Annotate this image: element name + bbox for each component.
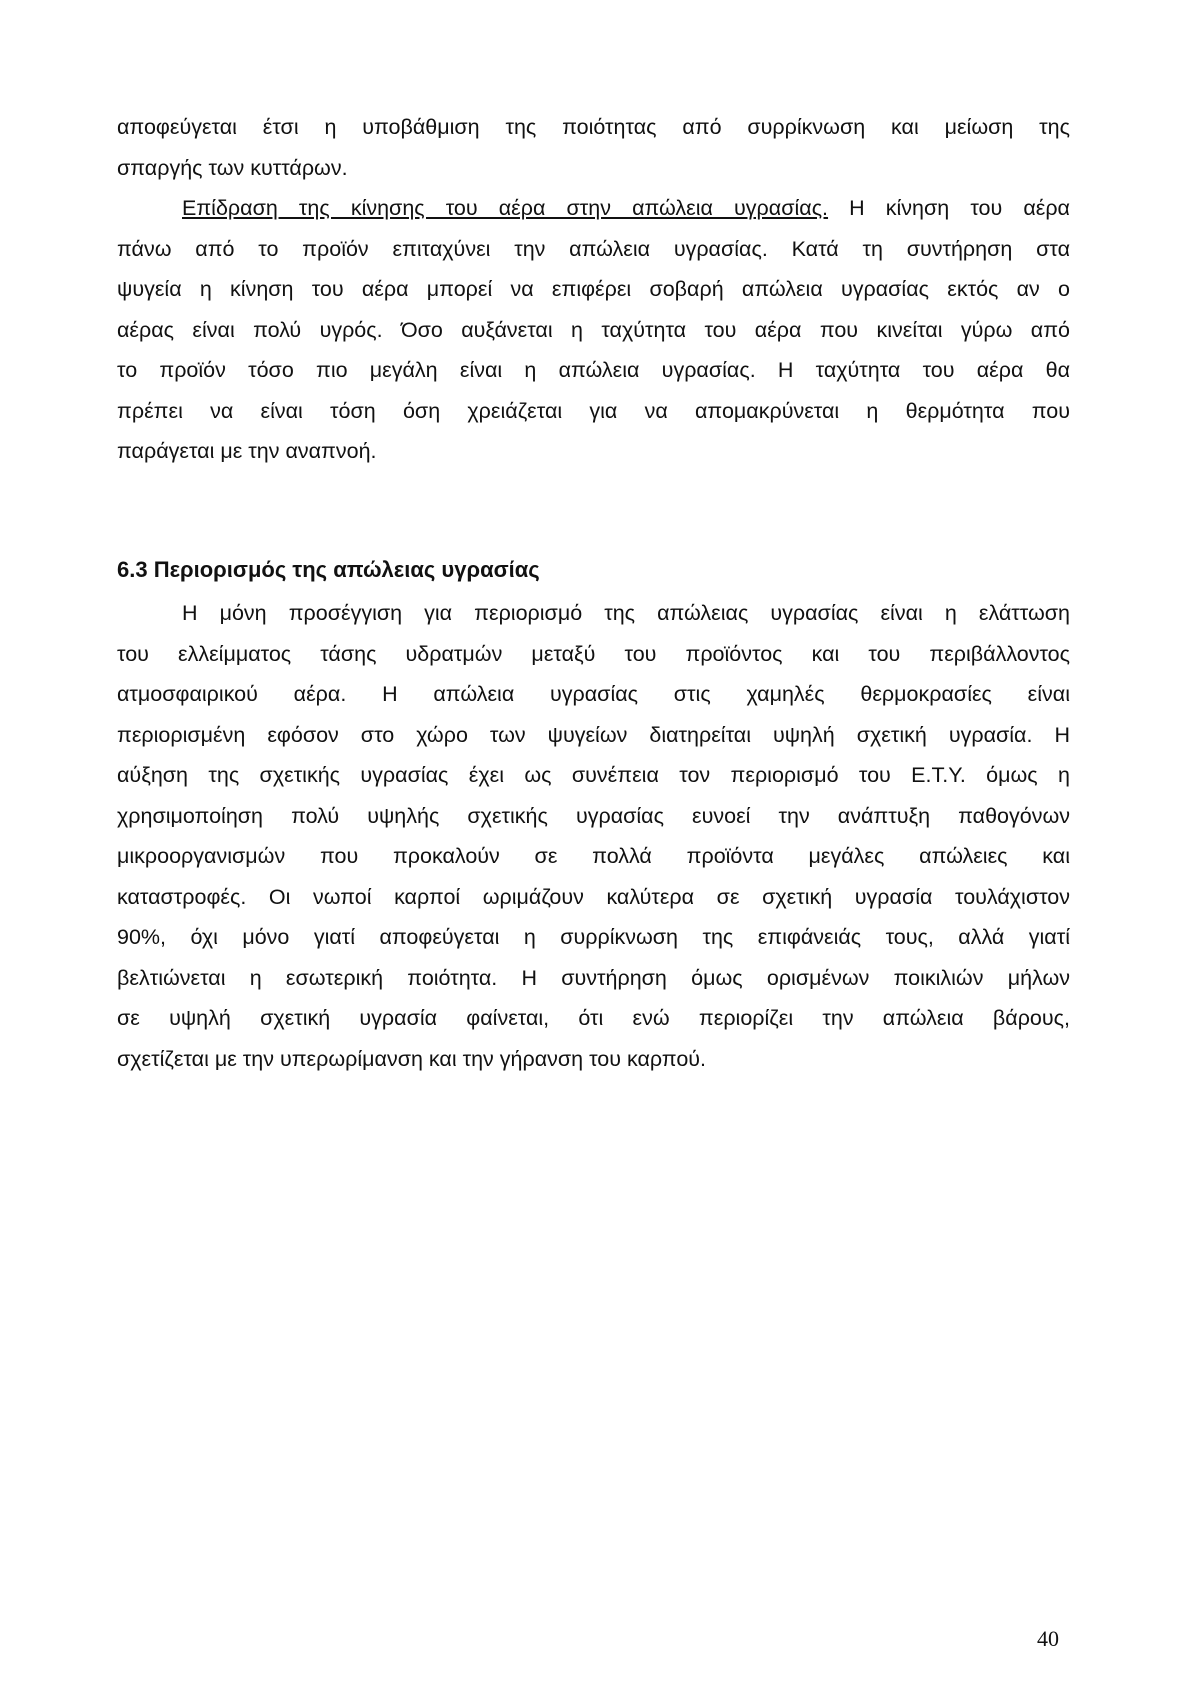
text-line: του ελλείμματος τάσης υδρατμών μεταξύ του προϊόντος και του περιβάλλοντος: [117, 641, 1070, 666]
text-fragment: Η κίνηση του αέρα: [828, 196, 1070, 220]
text-line: περιορισμένη εφόσον στο χώρο των ψυγείων διατηρείται υψηλή σχετική υγρασία. Η: [117, 722, 1070, 747]
text-line: πάνω από το προϊόν επιταχύνει την απώλεια υγρασίας. Κατά τη συντήρηση στα: [117, 236, 1070, 261]
text-line: 90%, όχι μόνο γιατί αποφεύγεται η συρρίκνωση της επιφάνειάς τους, αλλά γιατί: [117, 925, 1070, 949]
section-heading: 6.3 Περιορισμός της απώλειας υγρασίας: [117, 557, 540, 582]
text-line: αέρας είναι πολύ υγρός. Όσο αυξάνεται η ταχύτητα του αέρα που κινείται γύρω από: [117, 317, 1070, 342]
text-line: χρησιμοποίηση πολύ υψηλής σχετικής υγρασίας ευνοεί την ανάπτυξη παθογόνων: [117, 803, 1070, 828]
text-line: το προϊόν τόσο πιο μεγάλη είναι η απώλεια υγρασίας. Η ταχύτητα του αέρα θα: [117, 358, 1070, 382]
text-line: ατμοσφαιρικού αέρα. Η απώλεια υγρασίας στις χαμηλές θερμοκρασίες είναι: [117, 682, 1070, 706]
text-line: Η μόνη προσέγγιση για περιορισμό της απώλειας υγρασίας είναι η ελάττωση: [182, 601, 1070, 625]
text-line: σχετίζεται με την υπερωρίμανση και την γήρανση του καρπού.: [117, 1046, 707, 1071]
text-line: καταστροφές. Οι νωποί καρποί ωριμάζουν καλύτερα σε σχετική υγρασία τουλάχιστον: [117, 884, 1070, 909]
text-line: αποφεύγεται έτσι η υποβάθμιση της ποιότητας από συρρίκνωση και μείωση της: [117, 115, 1070, 139]
text-line: βελτιώνεται η εσωτερική ποιότητα. Η συντήρηση όμως ορισμένων ποικιλιών μήλων: [117, 965, 1070, 990]
page-number: 40: [1037, 1626, 1059, 1651]
inline-heading-air-movement: Επίδραση της κίνησης του αέρα στην απώλεια υγρασίας.: [182, 196, 829, 220]
text-line: αύξηση της σχετικής υγρασίας έχει ως συνέπεια τον περιορισμό του Ε.Τ.Υ. όμως η: [117, 763, 1070, 787]
text-line: πρέπει να είναι τόση όση χρειάζεται για να απομακρύνεται η θερμότητα που: [117, 398, 1070, 423]
paragraph-continuation: [117, 107, 1070, 188]
text-line: σε υψηλή σχετική υγρασία φαίνεται, ότι ενώ περιορίζει την απώλεια βάρους,: [117, 1006, 1070, 1030]
paragraph-humidity-limitation: [117, 593, 1070, 1079]
text-line: [117, 188, 1070, 229]
text-line: μικροοργανισμών που προκαλούν σε πολλά προϊόντα μεγάλες απώλειες και: [117, 844, 1070, 868]
text-line: παράγεται με την αναπνοή.: [117, 439, 377, 463]
text-line: ψυγεία η κίνηση του αέρα μπορεί να επιφέρει σοβαρή απώλεια υγρασίας εκτός αν ο: [117, 277, 1070, 301]
text-line: σπαργής των κυττάρων.: [117, 155, 348, 180]
paragraph-air-movement: [117, 188, 1070, 472]
